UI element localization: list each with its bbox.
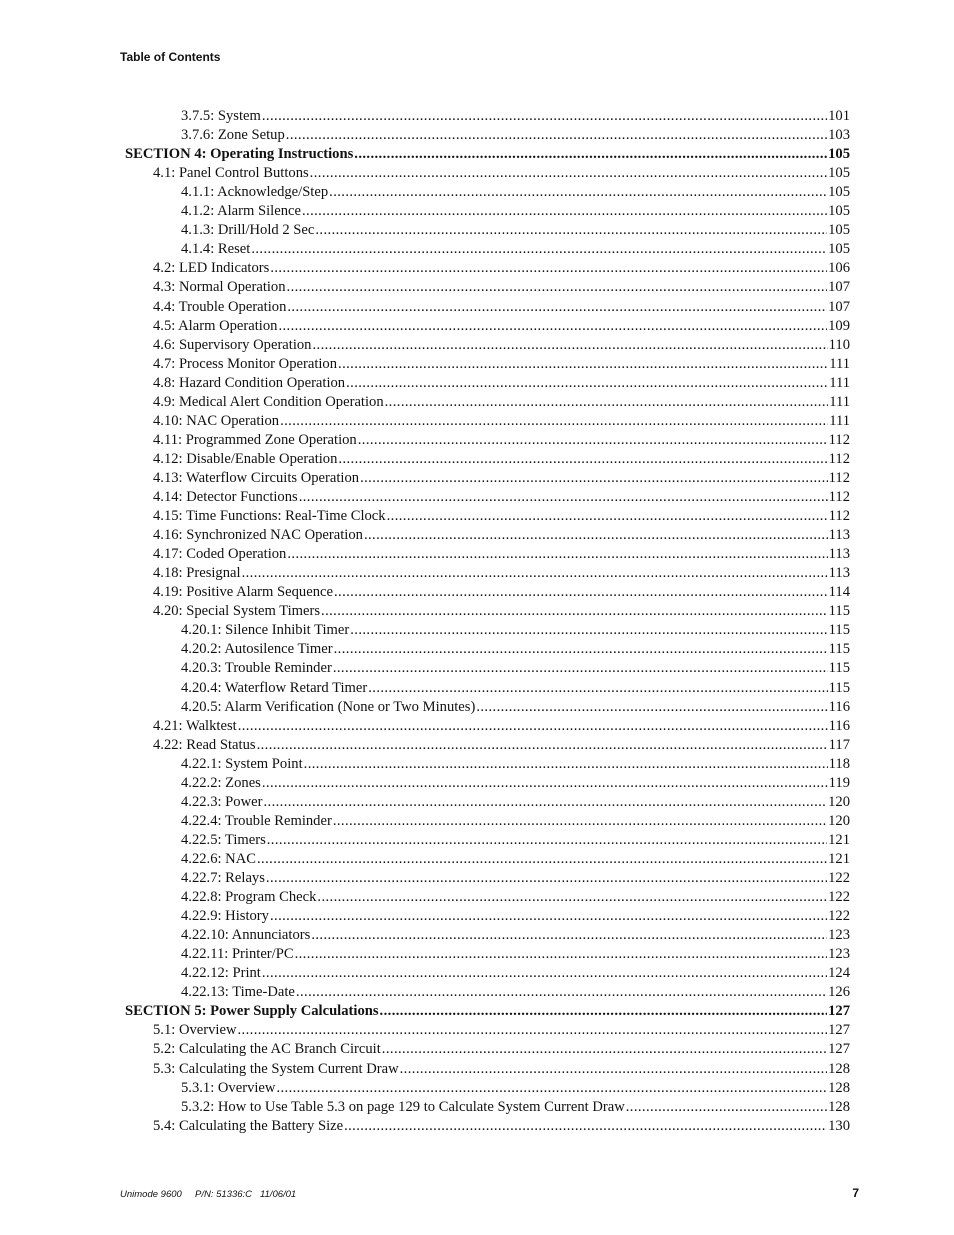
toc-entry[interactable]: [181, 107, 850, 126]
toc-entry-title: 4.21: Walktest: [153, 717, 237, 734]
toc-entry-title: 3.7.5: System: [181, 108, 261, 124]
toc-entry-page: 126: [828, 984, 850, 1001]
toc-entry-page: 111: [829, 412, 850, 429]
toc-entry-title: 4.10: NAC Operation: [153, 412, 280, 429]
toc-entry[interactable]: [181, 812, 850, 831]
toc-entry[interactable]: [181, 793, 850, 812]
toc-entry[interactable]: [181, 831, 850, 850]
toc-entry-title: 4.20.2: Autosilence Timer: [181, 641, 333, 658]
toc-leader-dots: [360, 469, 828, 488]
toc-entry[interactable]: [181, 1098, 850, 1117]
toc-entry-title: SECTION 4: Operating Instructions: [125, 146, 354, 163]
toc-entry-page: 123: [828, 946, 850, 963]
toc-entry-page: 127: [828, 1022, 850, 1039]
toc-leader-dots: [334, 583, 828, 602]
toc-entry[interactable]: [181, 869, 850, 888]
toc-entry-page: 122: [828, 908, 850, 925]
toc-entry-page: 128: [828, 1079, 850, 1096]
toc-entry-page: 128: [828, 1098, 850, 1115]
toc-entry-title: 4.20.3: Trouble Reminder: [181, 660, 332, 677]
toc-entry-page: 112: [828, 450, 850, 467]
toc-entry-page: 115: [828, 603, 850, 620]
toc-entry-page: 116: [828, 698, 850, 715]
toc-leader-dots: [242, 564, 828, 583]
toc-entry-page: 103: [828, 127, 850, 144]
toc-entry[interactable]: [153, 469, 850, 488]
toc-entry-title: 4.19: Positive Alarm Sequence: [153, 584, 333, 601]
toc-leader-dots: [329, 183, 827, 202]
toc-entry-page: 115: [828, 622, 850, 639]
toc-entry-title: 4.22.10: Annunciators: [181, 927, 311, 944]
toc-leader-dots: [238, 1021, 828, 1040]
toc-leader-dots: [334, 640, 828, 659]
toc-leader-dots: [368, 679, 827, 698]
toc-entry-title: 4.6: Supervisory Operation: [153, 336, 312, 353]
toc-leader-dots: [266, 869, 827, 888]
toc-leader-dots: [354, 145, 827, 164]
toc-entry-title: 4.14: Detector Functions: [153, 489, 298, 505]
toc-entry[interactable]: [153, 317, 850, 336]
toc-entry-page: 107: [828, 298, 850, 315]
toc-entry[interactable]: [181, 945, 850, 964]
toc-entry-title: 4.3: Normal Operation: [153, 279, 286, 296]
toc-leader-dots: [280, 412, 828, 431]
toc-entry[interactable]: [153, 1040, 850, 1059]
toc-entry-title: 4.22.7: Relays: [181, 870, 265, 886]
toc-entry-title: 4.1: Panel Control Buttons: [153, 165, 309, 182]
toc-leader-dots: [310, 164, 827, 183]
toc-entry[interactable]: [153, 564, 850, 583]
toc-entry-title: 5.3.2: How to Use Table 5.3 on page 129 to Calculate System Current Draw: [181, 1098, 625, 1115]
toc-entry[interactable]: [181, 698, 850, 717]
toc-leader-dots: [270, 907, 827, 926]
toc-leader-dots: [302, 202, 827, 221]
toc-entry-title: 4.9: Medical Alert Condition Operation: [153, 393, 384, 410]
toc-entry-title: SECTION 5: Power Supply Calculations: [125, 1003, 379, 1020]
toc-entry-title: 5.2: Calculating the AC Branch Circuit: [153, 1041, 381, 1058]
toc-leader-dots: [346, 374, 828, 393]
toc-leader-dots: [380, 1002, 828, 1021]
toc-entry-page: 114: [828, 584, 850, 601]
toc-entry-title: 5.3.1: Overview: [181, 1079, 276, 1096]
toc-leader-dots: [296, 983, 827, 1002]
toc-leader-dots: [382, 1040, 827, 1059]
toc-entry-title: 4.22.8: Program Check: [181, 889, 317, 906]
toc-leader-dots: [350, 621, 827, 640]
toc-entry-page: 115: [828, 641, 850, 658]
toc-entry-title: 4.20.5: Alarm Verification (None or Two Minutes): [181, 698, 476, 715]
toc-entry-title: 4.22.2: Zones: [181, 774, 261, 791]
toc-entry-page: 111: [829, 374, 850, 391]
toc-entry-title: 4.22.3: Power: [181, 793, 263, 810]
toc-entry[interactable]: [181, 221, 850, 240]
toc-entry[interactable]: [153, 412, 850, 431]
toc-entry[interactable]: [153, 1060, 850, 1079]
toc-entry[interactable]: [153, 736, 850, 755]
toc-entry-page: 105: [828, 146, 850, 163]
toc-section-entry[interactable]: [125, 1002, 850, 1021]
toc-entry[interactable]: [181, 640, 850, 659]
toc-entry-title: 5.4: Calculating the Battery Size: [153, 1117, 344, 1134]
toc-leader-dots: [262, 774, 828, 793]
toc-entry-title: 4.5: Alarm Operation: [153, 317, 278, 334]
toc-entry-page: 112: [828, 489, 850, 505]
toc-entry-page: 117: [828, 736, 850, 753]
toc-leader-dots: [267, 831, 827, 850]
toc-entry-page: 128: [828, 1060, 850, 1077]
toc-entry-page: 122: [828, 889, 850, 906]
toc-entry-page: 107: [828, 279, 850, 296]
toc-leader-dots: [276, 1079, 827, 1098]
toc-entry[interactable]: [153, 507, 850, 526]
page-number: 7: [852, 1186, 859, 1200]
toc-entry[interactable]: [153, 602, 850, 621]
toc-entry-page: 118: [828, 755, 850, 772]
toc-entry-page: 112: [828, 431, 850, 448]
toc-leader-dots: [287, 298, 827, 317]
toc-entry-title: 4.20.4: Waterflow Retard Timer: [181, 679, 368, 696]
toc-entry-title: 4.1.2: Alarm Silence: [181, 203, 301, 220]
toc-entry-page: 105: [828, 241, 850, 258]
toc-leader-dots: [312, 336, 827, 355]
toc-entry-page: 120: [828, 793, 850, 810]
toc-leader-dots: [263, 793, 827, 812]
toc-leader-dots: [338, 355, 828, 374]
toc-leader-dots: [311, 926, 827, 945]
toc-entry-title: 4.22.12: Print: [181, 965, 261, 982]
toc-entry[interactable]: [181, 755, 850, 774]
toc-entry[interactable]: [181, 202, 850, 221]
toc-entry[interactable]: [181, 1079, 850, 1098]
toc-entry-page: 105: [828, 222, 850, 239]
toc-entry[interactable]: [181, 659, 850, 678]
toc-entry-title: 4.2: LED Indicators: [153, 260, 270, 277]
toc-entry-page: 111: [829, 393, 850, 410]
toc-entry-title: 4.22.13: Time-Date: [181, 984, 295, 1001]
toc-entry-title: 4.22.4: Trouble Reminder: [181, 812, 332, 829]
toc-leader-dots: [317, 888, 827, 907]
toc-leader-dots: [387, 507, 828, 526]
toc-entry-title: 4.4: Trouble Operation: [153, 298, 287, 315]
toc-leader-dots: [364, 526, 828, 545]
toc-entry-title: 4.20.1: Silence Inhibit Timer: [181, 622, 350, 639]
toc-entry-title: 4.13: Waterflow Circuits Operation: [153, 469, 360, 486]
toc-entry[interactable]: [181, 621, 850, 640]
toc-entry-page: 105: [828, 203, 850, 220]
toc-leader-dots: [251, 240, 827, 259]
toc-entry[interactable]: [153, 717, 850, 736]
page-header: Table of Contents: [120, 50, 221, 64]
toc-entry-page: 112: [828, 508, 850, 525]
toc-entry[interactable]: [153, 545, 850, 564]
toc-entry[interactable]: [153, 488, 850, 507]
toc-entry-title: 4.18: Presignal: [153, 565, 241, 582]
toc-entry-page: 120: [828, 812, 850, 829]
toc-entry-title: 3.7.6: Zone Setup: [181, 127, 285, 144]
toc-entry-page: 124: [828, 965, 850, 982]
toc-entry-page: 113: [828, 546, 850, 563]
toc-entry-title: 4.7: Process Monitor Operation: [153, 355, 338, 372]
toc-leader-dots: [286, 126, 827, 145]
toc-entry-title: 4.1.4: Reset: [181, 241, 251, 258]
toc-entry-page: 130: [828, 1117, 850, 1134]
toc-entry[interactable]: [153, 336, 850, 355]
toc-leader-dots: [278, 317, 827, 336]
toc-leader-dots: [295, 945, 828, 964]
toc-entry-page: 113: [828, 527, 850, 544]
toc-entry-page: 127: [828, 1041, 850, 1058]
toc-entry-page: 119: [828, 774, 850, 791]
toc-entry-title: 4.15: Time Functions: Real-Time Clock: [153, 508, 386, 525]
toc-entry-title: 4.1.1: Acknowledge/Step: [181, 184, 329, 201]
footer-doc-info: Unimode 9600 P/N: 51336:C 11/06/01: [120, 1189, 297, 1200]
toc-entry[interactable]: [153, 526, 850, 545]
toc-entry[interactable]: [153, 431, 850, 450]
toc-entry-title: 4.16: Synchronized NAC Operation: [153, 527, 363, 544]
toc-entry-title: 4.12: Disable/Enable Operation: [153, 450, 338, 467]
toc-entry[interactable]: [153, 374, 850, 393]
toc-entry-page: 123: [828, 927, 850, 944]
toc-leader-dots: [315, 221, 827, 240]
toc-entry-title: 4.20: Special System Timers: [153, 603, 321, 620]
toc-entry[interactable]: [181, 850, 850, 869]
toc-entry[interactable]: [181, 679, 850, 698]
toc-entry[interactable]: [153, 1021, 850, 1040]
toc-leader-dots: [304, 755, 828, 774]
toc-entry[interactable]: [181, 926, 850, 945]
toc-leader-dots: [333, 659, 828, 678]
toc-leader-dots: [262, 964, 827, 983]
toc-entry-page: 112: [828, 469, 850, 486]
toc-entry[interactable]: [181, 240, 850, 259]
toc-leader-dots: [270, 259, 827, 278]
toc-entry-title: 4.11: Programmed Zone Operation: [153, 431, 357, 448]
toc-section-entry[interactable]: [125, 145, 850, 164]
toc-entry-title: 4.22.9: History: [181, 908, 269, 925]
toc-entry-page: 101: [828, 108, 850, 124]
toc-entry[interactable]: [181, 888, 850, 907]
toc-entry-page: 116: [828, 717, 850, 734]
toc-entry[interactable]: [181, 774, 850, 793]
toc-entry[interactable]: [153, 164, 850, 183]
toc-entry[interactable]: [153, 259, 850, 278]
toc-entry[interactable]: [181, 907, 850, 926]
toc-entry[interactable]: [153, 278, 850, 297]
toc-leader-dots: [400, 1060, 827, 1079]
toc-entry-title: 4.22.1: System Point: [181, 755, 303, 772]
toc-leader-dots: [287, 278, 828, 297]
toc-entry-title: 4.8: Hazard Condition Operation: [153, 374, 346, 391]
toc-entry[interactable]: [153, 450, 850, 469]
toc-entry-page: 122: [828, 870, 850, 886]
toc-entry-page: 111: [829, 355, 850, 372]
toc-entry[interactable]: [153, 355, 850, 374]
toc-entry-page: 109: [828, 317, 850, 334]
toc-entry[interactable]: [181, 983, 850, 1002]
toc-entry[interactable]: [153, 393, 850, 412]
toc-entry-title: 4.1.3: Drill/Hold 2 Sec: [181, 222, 315, 239]
toc-entry-page: 105: [828, 184, 850, 201]
toc-leader-dots: [333, 812, 827, 831]
toc-leader-dots: [299, 488, 828, 507]
toc-leader-dots: [385, 393, 829, 412]
toc-leader-dots: [238, 717, 828, 736]
toc-entry[interactable]: [181, 126, 850, 145]
toc-leader-dots: [476, 698, 827, 717]
toc-entry[interactable]: [153, 583, 850, 602]
toc-leader-dots: [262, 107, 827, 126]
toc-leader-dots: [358, 431, 828, 450]
toc-leader-dots: [287, 545, 827, 564]
toc-entry-page: 127: [828, 1003, 850, 1020]
toc-entry-title: 4.22.5: Timers: [181, 831, 266, 848]
toc-entry-page: 113: [828, 565, 850, 582]
toc-entry-page: 110: [828, 336, 850, 353]
toc-leader-dots: [257, 850, 827, 869]
toc-entry-title: 5.3: Calculating the System Current Draw: [153, 1060, 399, 1077]
toc-leader-dots: [338, 450, 827, 469]
toc-entry-title: 4.17: Coded Operation: [153, 546, 287, 563]
toc-entry-page: 105: [828, 165, 850, 182]
toc-leader-dots: [344, 1117, 827, 1136]
toc-entry-title: 4.22.6: NAC: [181, 850, 256, 867]
toc-entry-page: 121: [828, 850, 850, 867]
toc-entry[interactable]: [153, 298, 850, 317]
toc-leader-dots: [257, 736, 828, 755]
toc-leader-dots: [626, 1098, 827, 1117]
toc-entry[interactable]: [153, 1117, 850, 1136]
toc-entry-page: 121: [828, 831, 850, 848]
toc-entry-page: 115: [828, 679, 850, 696]
toc-entry[interactable]: [181, 964, 850, 983]
toc-entry-page: 115: [828, 660, 850, 677]
toc-leader-dots: [321, 602, 828, 621]
toc-entry[interactable]: [181, 183, 850, 202]
toc-entry-page: 106: [828, 260, 850, 277]
toc-entry-title: 4.22: Read Status: [153, 736, 256, 753]
toc-entry-title: 5.1: Overview: [153, 1022, 237, 1039]
toc-entry-title: 4.22.11: Printer/PC: [181, 946, 294, 963]
